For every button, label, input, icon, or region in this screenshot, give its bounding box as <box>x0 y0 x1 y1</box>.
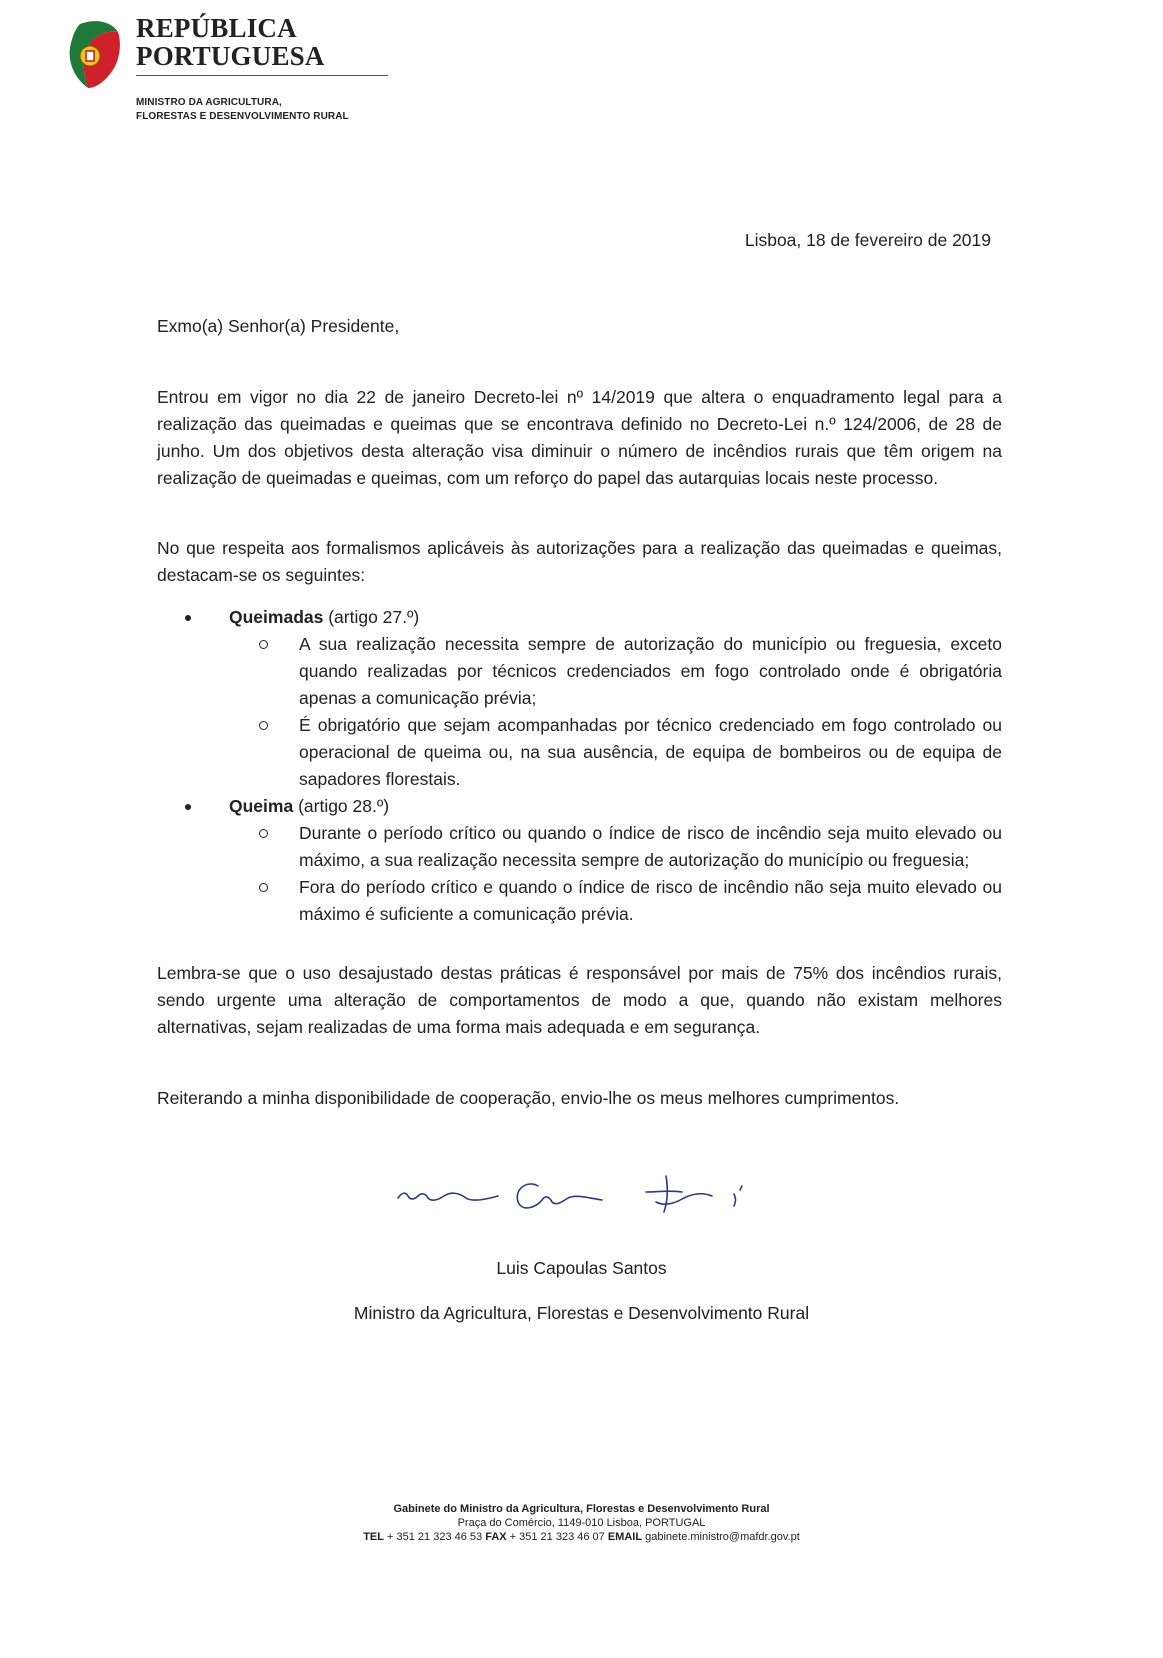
footer-office: Gabinete do Ministro da Agricultura, Florestas e Desenvolvimento Rural <box>393 1503 770 1515</box>
footer-contacts <box>0 1530 1163 1544</box>
handwritten-signature <box>392 1162 772 1222</box>
paragraph-closing: Reiterando a minha disponibilidade de cooperação, envio-lhe os meus melhores cumprimentos. <box>157 1088 900 1108</box>
ministry-name <box>136 96 349 124</box>
letter-date: Lisboa, 18 de fevereiro de 2019 <box>744 230 991 250</box>
letterhead <box>66 14 366 124</box>
sub-list-item <box>229 712 1002 793</box>
list-item-ref: (artigo 28.º) <box>293 796 390 816</box>
letterhead-divider <box>136 75 388 76</box>
footer-email-label: EMAIL <box>607 1531 643 1543</box>
sub-list-item <box>229 874 1002 928</box>
list-item <box>157 604 1002 631</box>
footer <box>0 1502 1163 1544</box>
list-item <box>157 793 1002 820</box>
salutation: Exmo(a) Senhor(a) Presidente, <box>157 316 400 336</box>
footer-fax-label: FAX <box>485 1531 507 1543</box>
footer-email: gabinete.ministro@mafdr.gov.pt <box>642 1531 800 1543</box>
paragraph-reminder: Lembra-se que o uso desajustado destas práticas é responsável por mais de 75% dos incêndios rurais, sendo urgente uma alteração de comportamentos de modo a que, quando não existam melhores alternativas, sejam realizadas de uma forma mais adequada e em segurança. <box>157 963 1002 1037</box>
ministry-line1: MINISTRO DA AGRICULTURA, <box>136 97 282 108</box>
list-item-ref: (artigo 27.º) <box>323 607 420 627</box>
sub-list-item-text: Fora do período crítico e quando o índice de risco de incêndio não seja muito elevado ou máximo é suficiente a comunicação prévia. <box>299 877 1002 924</box>
footer-tel: + 351 21 323 46 53 <box>383 1531 486 1543</box>
ministry-line2: FLORESTAS E DESENVOLVIMENTO RURAL <box>136 111 349 122</box>
footer-tel-label: TEL <box>363 1531 384 1543</box>
bullet-icon <box>185 615 191 621</box>
list-item-heading <box>229 604 1002 631</box>
signer-name: Luis Capoulas Santos <box>496 1258 667 1278</box>
circle-bullet-icon <box>259 883 268 892</box>
bullet-icon <box>185 804 191 810</box>
letterhead-title-line1: REPÚBLICA <box>136 13 297 43</box>
signer-role: Ministro da Agricultura, Florestas e Desenvolvimento Rural <box>353 1303 810 1323</box>
letterhead-title <box>136 14 325 70</box>
requirements-list <box>157 604 1002 928</box>
letterhead-title-line2: PORTUGUESA <box>136 41 325 71</box>
footer-fax: + 351 21 323 46 07 <box>506 1531 608 1543</box>
paragraph-formalities: No que respeita aos formalismos aplicáveis às autorizações para a realização das queimadas e queimas, destacam-se os seguintes: <box>157 538 1002 585</box>
list-item-term: Queimadas <box>229 607 324 627</box>
footer-address: Praça do Comércio, 1149-010 Lisboa, PORTUGAL <box>457 1517 706 1529</box>
sub-list-item-text: É obrigatório que sejam acompanhadas por técnico credenciado em fogo controlado ou operacional de queima ou, na sua ausência, de equipa de bombeiros ou de equipa de sapadores florestais. <box>299 715 1002 789</box>
list-item-term: Queima <box>229 796 294 816</box>
list-item-heading <box>229 793 1002 820</box>
paragraph-intro: Entrou em vigor no dia 22 de janeiro Decreto-lei nº 14/2019 que altera o enquadramento legal para a realização das queimadas e queimas que se encontrava definido no Decreto-Lei n.º 124/2006, de 28 de junho. Um dos objetivos desta alteração visa diminuir o número de incêndios rurais que têm origem na realização de queimadas e queimas, com um reforço do papel das autarquias locais neste processo. <box>157 387 1002 488</box>
sub-list-item <box>229 631 1002 712</box>
circle-bullet-icon <box>259 640 268 649</box>
circle-bullet-icon <box>259 829 268 838</box>
sub-list-item <box>229 820 1002 874</box>
sub-list-item-text: Durante o período crítico ou quando o índice de risco de incêndio seja muito elevado ou máximo, a sua realização necessita sempre de autorização do município ou freguesia; <box>299 823 1002 870</box>
portuguese-flag-emblem-icon <box>66 18 122 92</box>
sub-list-item-text: A sua realização necessita sempre de autorização do município ou freguesia, exceto quando realizadas por técnicos credenciados em fogo controlado onde é obrigatória apenas a comunicação prévia; <box>299 634 1002 708</box>
circle-bullet-icon <box>259 721 268 730</box>
